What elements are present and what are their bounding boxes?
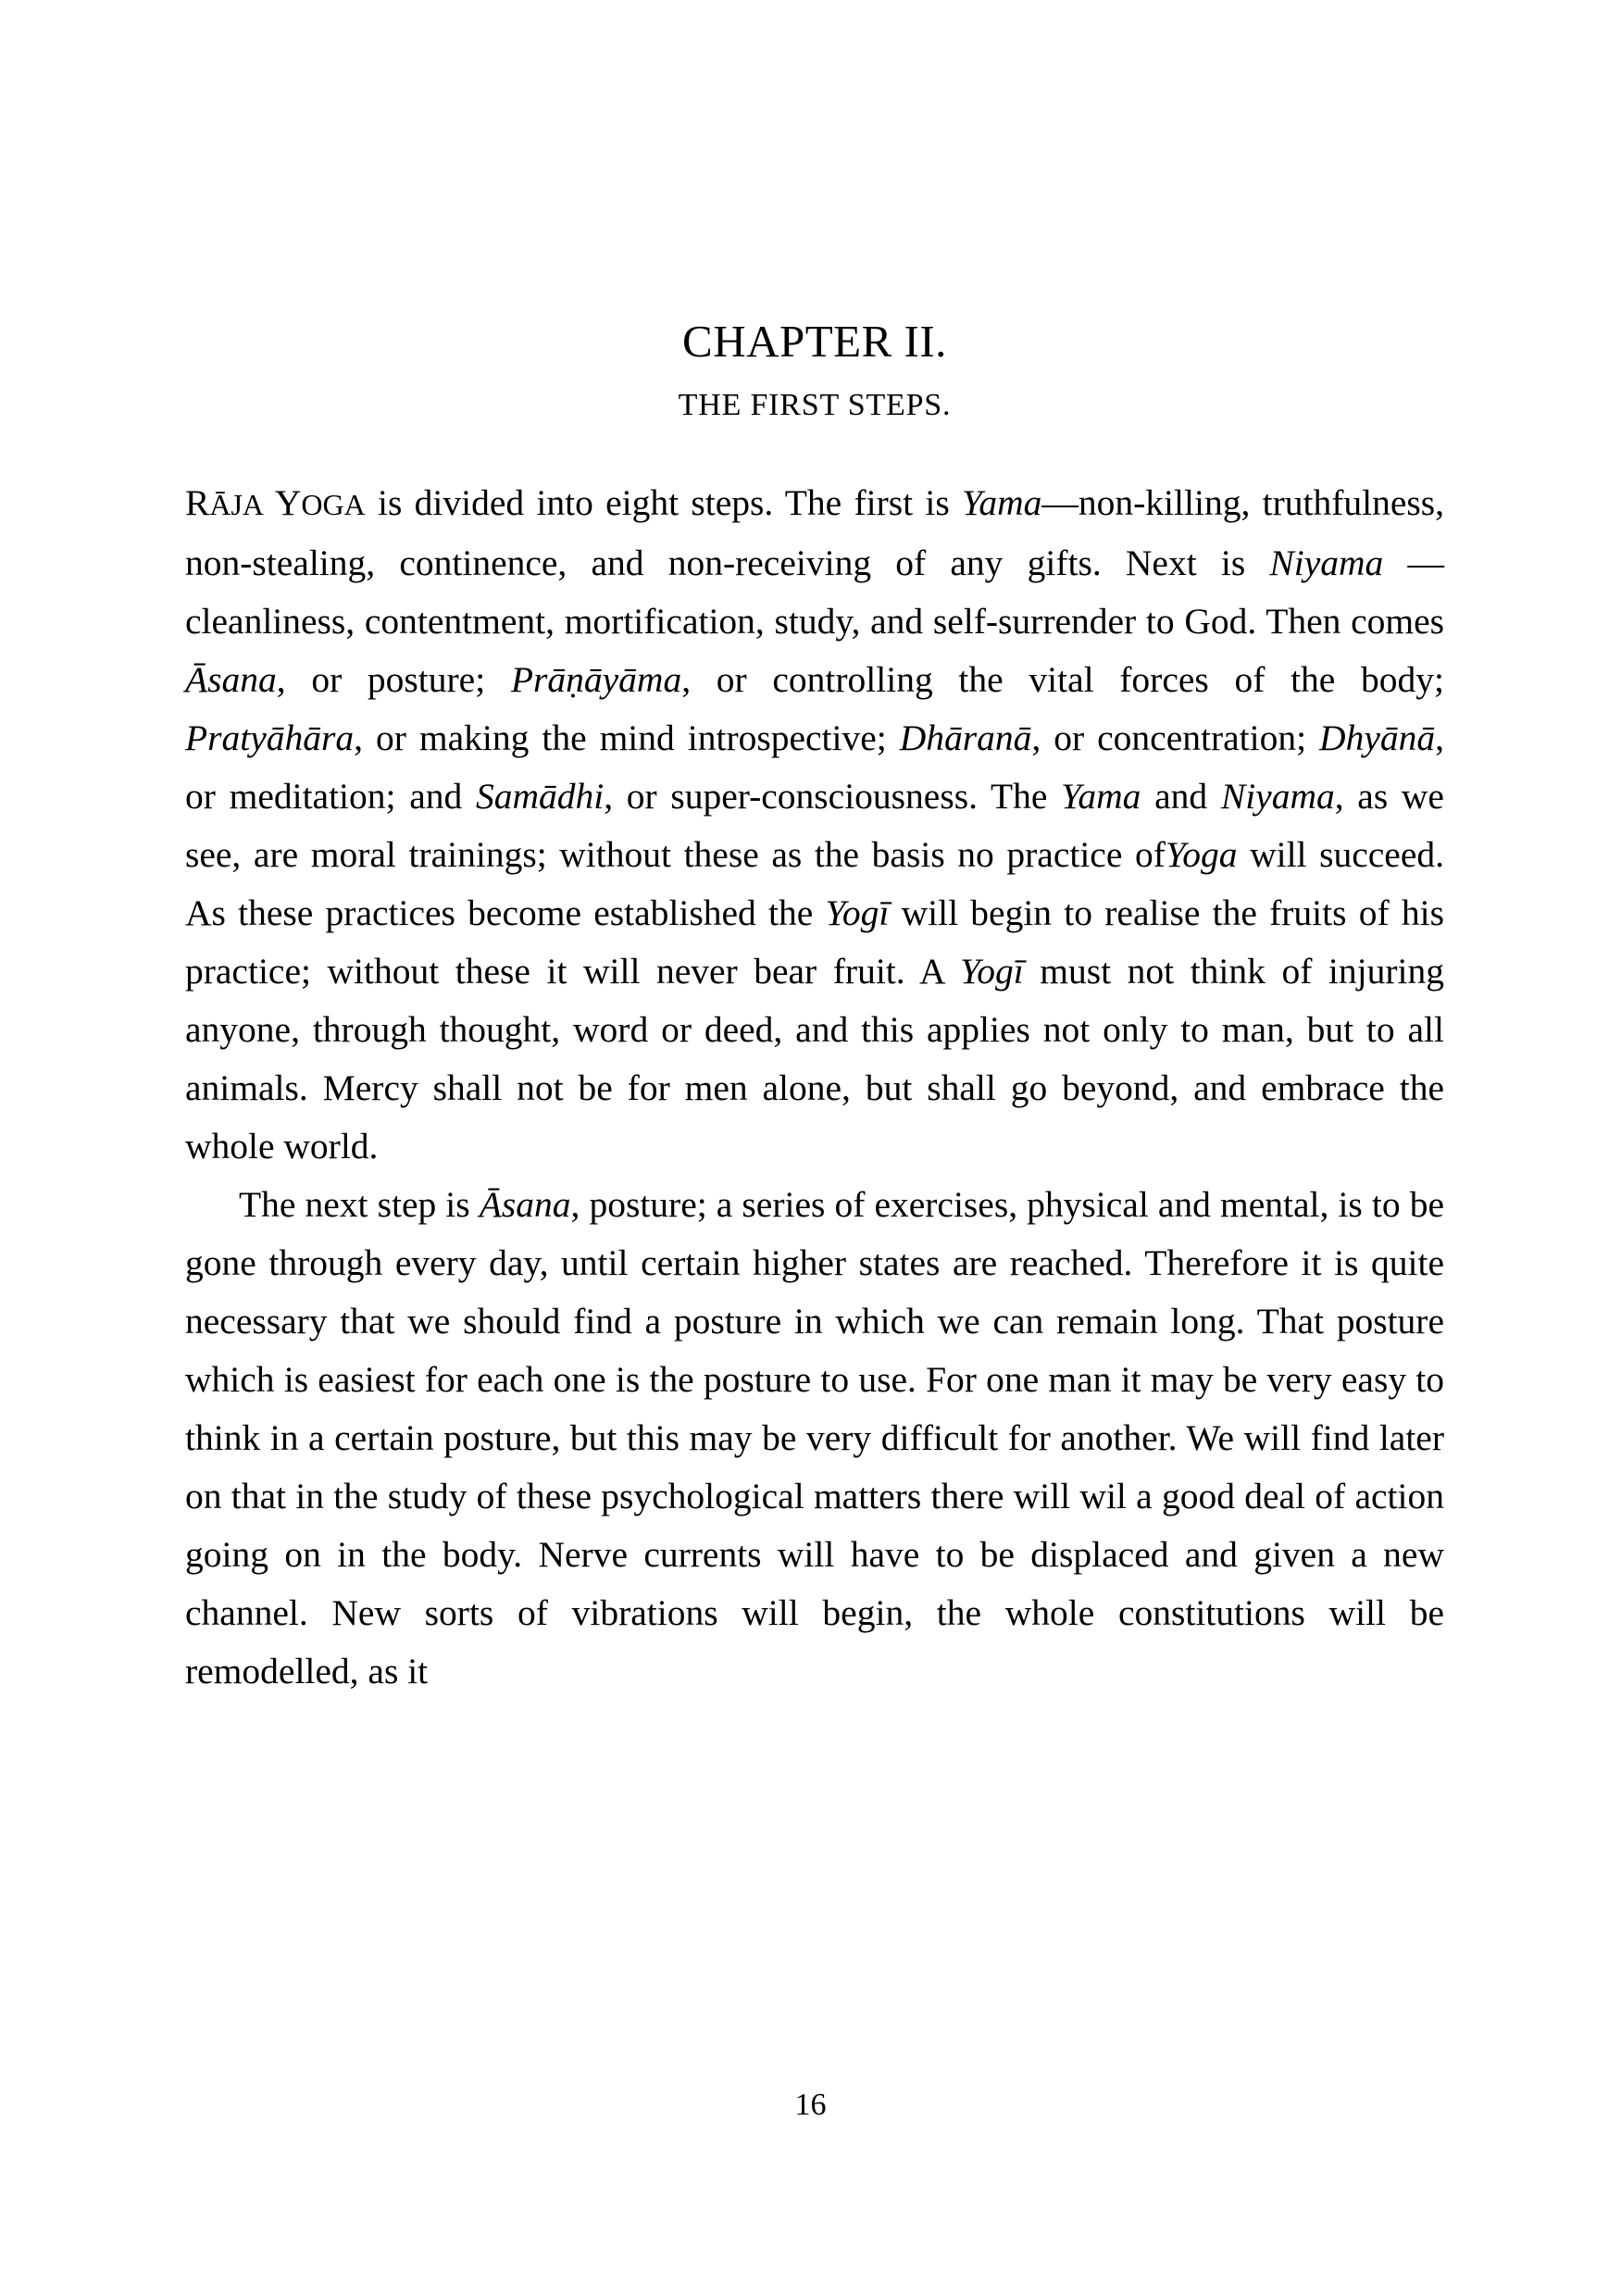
- italic-yama-1: Yama: [962, 482, 1042, 523]
- dropcap-r: R: [185, 482, 210, 523]
- italic-pranayama: Prāṇāyāma: [510, 659, 682, 700]
- text-seg-13: will begin to realise the fruits of his practice; without these it will never bear fruit. A: [185, 892, 1444, 992]
- smallcaps-yoga: OGA: [301, 488, 366, 521]
- paragraph-2: [185, 1176, 1444, 1701]
- text-seg-10: and: [1141, 776, 1221, 817]
- italic-yama-2: Yama: [1061, 776, 1141, 817]
- text-seg-3: — cleanliness, contentment, mortification, study, and self-surrender to God. Then comes: [185, 543, 1445, 642]
- italic-yoga: Yoga: [1165, 834, 1238, 875]
- italic-pratyahara: Pratyāhāra: [185, 718, 355, 758]
- text-seg-11: , as we see, are moral trainings; without these as the basis no practice of: [185, 776, 1444, 875]
- italic-asana-1: Āsana: [185, 659, 277, 700]
- chapter-subtitle: THE FIRST STEPS.: [678, 388, 952, 422]
- italic-samadhi: Samādhi: [475, 776, 605, 817]
- text-seg-p2-1: The next step is: [239, 1184, 480, 1225]
- italic-yogi-1: Yogī: [825, 892, 890, 933]
- text-seg-4: , or posture;: [276, 659, 511, 700]
- page-number: 16: [794, 2088, 827, 2122]
- paragraph-1: [185, 474, 1444, 1176]
- italic-yogi-2: Yogī: [959, 951, 1024, 992]
- smallcaps-raja: ĀJA: [209, 488, 265, 521]
- chapter-title: CHAPTER II.: [682, 316, 947, 367]
- text-seg-5: , or controlling the vital forces of the body;: [681, 659, 1444, 700]
- italic-asana-2: Āsana: [479, 1184, 571, 1225]
- capital-y: Y: [274, 482, 302, 523]
- text-seg-12: will succeed. As these practices become established the: [185, 834, 1444, 933]
- italic-niyama-1: Niyama: [1269, 543, 1384, 583]
- text-seg-8: , or meditation; and: [185, 718, 1444, 817]
- dropcap-y: [264, 482, 275, 523]
- text-seg-14: must not think of injuring anyone, through thought, word or deed, and this applies not only to man, but to all animals. Mercy shall not be for men alone, but shall go beyond, and embrace the whole world.: [185, 951, 1444, 1167]
- text-seg-7: , or concentration;: [1031, 718, 1320, 758]
- text-seg-2: —non-killing, truthfulness, non-stealing, continence, and non-receiving of any gifts. Next is: [185, 482, 1444, 583]
- italic-niyama-2: Niyama: [1220, 776, 1335, 817]
- italic-dhyana: Dhyānā: [1319, 718, 1436, 758]
- text-seg-p2-2: , posture; a series of exercises, physical and mental, is to be gone through every day, until certain higher states are reached. Therefore it is quite necessary that we should find a posture in which we can remain long. That posture which is easiest for each one is the posture to use. For one man it may be very easy to think in a certain posture, but this may be very difficult for another. We will find later on that in the study of these psychological matters there will wil a good deal of action going on in the body. Nerve currents will have to be displaced and given a new channel. New sorts of vibrations will begin, the whole constitutions will be remodelled, as it: [185, 1184, 1444, 1691]
- text-seg-6: , or making the mind introspective;: [354, 718, 900, 758]
- italic-dharana: Dhāranā: [899, 718, 1032, 758]
- page-content: [185, 315, 1444, 1701]
- text-seg-1: is divided into eight steps. The first is: [365, 482, 963, 523]
- text-seg-9: , or super-consciousness. The: [604, 776, 1062, 817]
